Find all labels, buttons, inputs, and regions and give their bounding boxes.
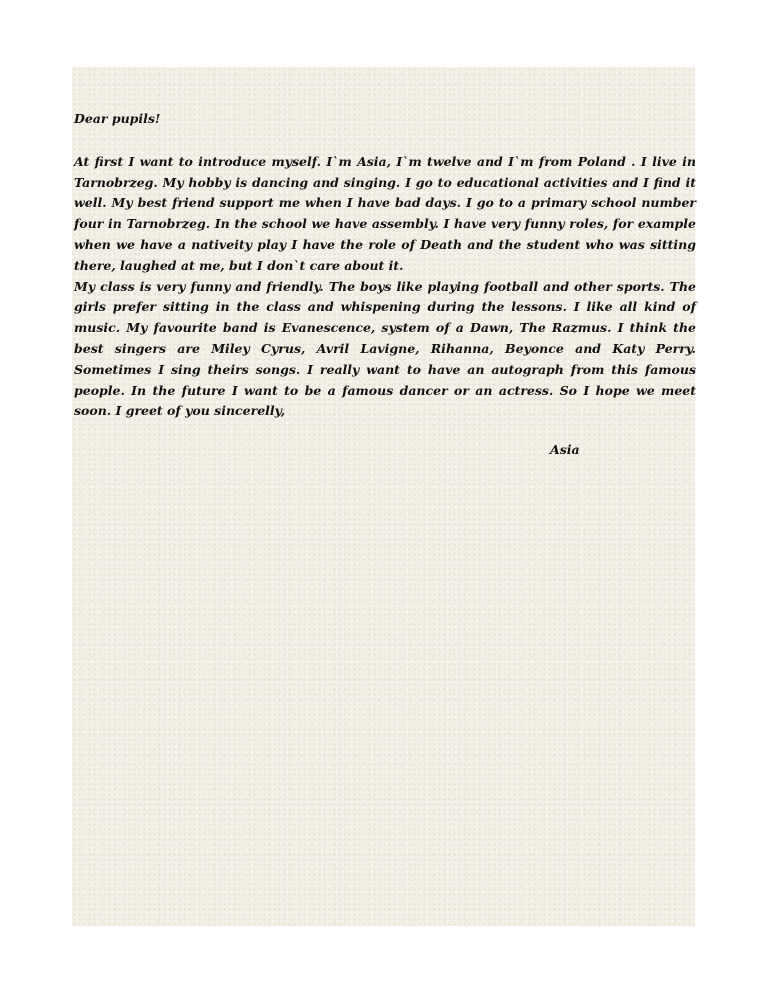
letter-page (72, 67, 695, 926)
letter-greeting: Dear pupils! (74, 111, 161, 126)
letter-paragraph-introduction: At first I want to introduce myself. I`m Asia, I`m twelve and I`m from Poland . I live in Tarnobrzeg. My hobby is dancing and singing. I go to educational activities and I find it well. My best friend support me when I have bad days. I go to a primary school number four in Tarnobrzeg. In the school we have assembly. I have very funny roles, for example when we have a nativeity play I have the role of Death and the student who was sitting there, laughed at me, but I don`t care about it. (74, 153, 696, 273)
letter-signature: Asia (550, 442, 580, 457)
letter-paragraph-class-and-music: My class is very funny and friendly. The boys like playing football and other sports. The girls prefer sitting in the class and whispening during the lessons. I like all kind of music. My favourite band is Evanescence, system of a Dawn, The Razmus. I think the best singers are Miley Cyrus, Avril Lavigne, Rihanna, Beyonce and Katy Perry. Sometimes I sing theirs songs. I really want to have an autograph from this famous people. In the future I want to be a famous dancer or an actress. So I hope we meet soon. I greet of you sincerelly, (74, 278, 696, 419)
letter-body (74, 109, 696, 422)
